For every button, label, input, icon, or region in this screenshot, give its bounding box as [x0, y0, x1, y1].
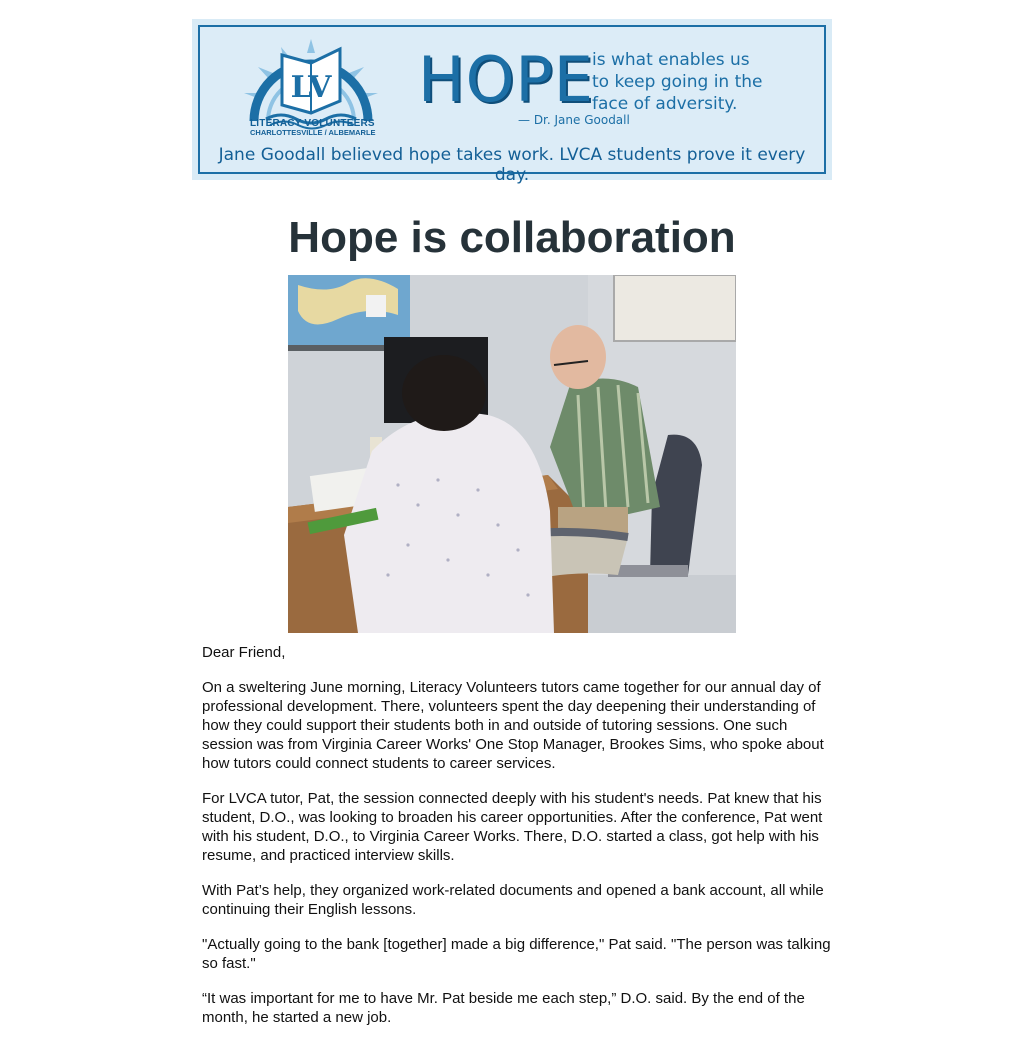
- logo-org-name: LITERACY VOLUNTEERS: [250, 118, 375, 129]
- letter-body: [202, 643, 832, 1043]
- hope-heading: HOPE: [418, 43, 594, 116]
- quote-line: face of adversity.: [592, 94, 738, 114]
- letter-paragraph: For LVCA tutor, Pat, the session connected deeply with his student's needs. Pat knew that his student, D.O., was looking to broaden his career opportunities. After the conference, Pat went with his student, D.O., to Virginia Career Works. There, D.O. started a class, got help with his resume, and practiced interview skills.: [202, 790, 823, 864]
- banner-frame: [198, 25, 826, 185]
- logo-letters: LV: [290, 70, 332, 105]
- quote-author: — Dr. Jane Goodall: [518, 113, 630, 127]
- banner-tagline: Jane Goodall believed hope takes work. LVCA students prove it every day.: [218, 145, 806, 185]
- page-title: Hope is collaboration: [288, 213, 736, 262]
- letter-greeting: Dear Friend,: [202, 644, 286, 661]
- header-banner: [192, 19, 832, 185]
- quote-line: is what enables us: [592, 50, 750, 70]
- hope-quote: [592, 49, 782, 115]
- letter-paragraph: “It was important for me to have Mr. Pat beside me each step,” D.O. said. By the end of the month, he started a new job.: [202, 990, 805, 1026]
- letter-paragraph: "Actually going to the bank [together] made a big difference," Pat said. "The person was talking so fast.": [202, 936, 831, 972]
- logo-org-location: CHARLOTTESVILLE / ALBEMARLE: [250, 128, 376, 137]
- letter-paragraph: With Pat’s help, they organized work-related documents and opened a bank account, all while continuing their English lessons.: [202, 882, 824, 918]
- quote-line: to keep going in the: [592, 72, 763, 92]
- letter-paragraph: On a sweltering June morning, Literacy Volunteers tutors came together for our annual day of professional development. There, volunteers spent the day deepening their understanding of how they could support their students both in and outside of tutoring sessions. One such session was from Virginia Career Works' One Stop Manager, Brookes Sims, who spoke about how tutors could connect students to career services.: [202, 679, 824, 772]
- photo-tutoring-session: [288, 275, 736, 633]
